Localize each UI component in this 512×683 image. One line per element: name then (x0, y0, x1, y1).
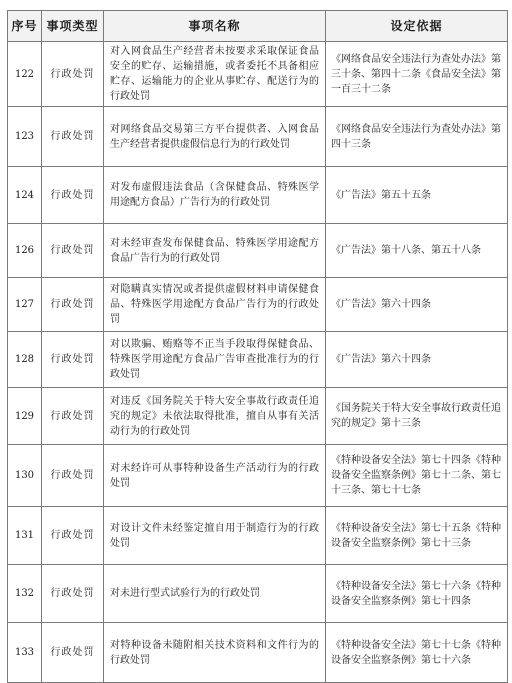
row-number: 128 (8, 332, 42, 388)
row-name: 对以欺骗、贿赂等不正当手段取得保健食品、特殊医学用途配方食品广告审查批准行为的行政处罚 (104, 332, 326, 388)
row-name: 对未经许可从事特种设备生产活动行为的行政处罚 (104, 445, 326, 507)
table-row (8, 445, 508, 507)
administrative-penalty-table (7, 10, 508, 683)
header-item-name: 事项名称 (104, 11, 326, 42)
row-number: 133 (8, 623, 42, 683)
row-name: 对特种设备未随附相关技术资料和文件行为的行政处罚 (104, 623, 326, 683)
header-legal-basis: 设定依据 (326, 11, 508, 42)
table-row (8, 167, 508, 224)
row-number: 129 (8, 388, 42, 445)
row-number: 131 (8, 507, 42, 565)
table-header-row (8, 11, 508, 42)
regulation-table-page (7, 10, 507, 683)
table-row (8, 623, 508, 683)
row-type: 行政处罚 (42, 565, 104, 623)
table-row (8, 388, 508, 445)
table-row (8, 507, 508, 565)
row-type: 行政处罚 (42, 224, 104, 278)
row-number: 130 (8, 445, 42, 507)
row-basis: 《广告法》第六十四条 (326, 332, 508, 388)
table-row (8, 42, 508, 107)
row-number: 127 (8, 278, 42, 332)
row-type: 行政处罚 (42, 332, 104, 388)
row-basis: 《特种设备安全法》第七十六条《特种设备安全监察条例》第七十四条 (326, 565, 508, 623)
row-type: 行政处罚 (42, 445, 104, 507)
row-basis: 《网络食品安全违法行为查处办法》第三十条、第四十二条《食品安全法》第一百三十二条 (326, 42, 508, 107)
row-number: 132 (8, 565, 42, 623)
row-name: 对网络食品交易第三方平台提供者、入网食品生产经营者提供虚假信息行为的行政处罚 (104, 107, 326, 167)
row-basis: 《广告法》第六十四条 (326, 278, 508, 332)
row-name: 对设计文件未经鉴定擅自用于制造行为的行政处罚 (104, 507, 326, 565)
row-basis: 《国务院关于特大安全事故行政责任追究的规定》第十三条 (326, 388, 508, 445)
table-row (8, 278, 508, 332)
row-name: 对隐瞒真实情况或者提供虚假材料申请保健食品、特殊医学用途配方食品广告行为的行政处罚 (104, 278, 326, 332)
table-row (8, 332, 508, 388)
table-row (8, 107, 508, 167)
row-basis: 《特种设备安全法》第七十五条《特种设备安全监察条例》第七十三条 (326, 507, 508, 565)
row-number: 124 (8, 167, 42, 224)
row-number: 126 (8, 224, 42, 278)
row-name: 对入网食品生产经营者未按要求采取保证食品安全的贮存、运输措施，或者委托不具备相应贮存、运输能力的企业从事贮存、配送行为的行政处罚 (104, 42, 326, 107)
row-name: 对违反《国务院关于特大安全事故行政责任追究的规定》未依法取得批准，擅自从事有关活动行为的行政处罚 (104, 388, 326, 445)
row-basis: 《广告法》第十八条、第五十八条 (326, 224, 508, 278)
row-basis: 《网络食品安全违法行为查处办法》第四十三条 (326, 107, 508, 167)
row-type: 行政处罚 (42, 42, 104, 107)
header-serial-number: 序号 (8, 11, 42, 42)
row-number: 122 (8, 42, 42, 107)
row-name: 对未进行型式试验行为的行政处罚 (104, 565, 326, 623)
row-basis: 《特种设备安全法》第七十七条《特种设备安全监察条例》第七十六条 (326, 623, 508, 683)
row-type: 行政处罚 (42, 107, 104, 167)
row-name: 对未经审查发布保健食品、特殊医学用途配方食品广告行为的行政处罚 (104, 224, 326, 278)
row-type: 行政处罚 (42, 278, 104, 332)
row-basis: 《特种设备安全法》第七十四条《特种设备安全监察条例》第七十二条、第七十三条、第七十七条 (326, 445, 508, 507)
table-row (8, 565, 508, 623)
header-item-type: 事项类型 (42, 11, 104, 42)
row-type: 行政处罚 (42, 388, 104, 445)
table-row (8, 224, 508, 278)
row-type: 行政处罚 (42, 167, 104, 224)
row-name: 对发布虚假违法食品（含保健食品、特殊医学用途配方食品）广告行为的行政处罚 (104, 167, 326, 224)
row-type: 行政处罚 (42, 507, 104, 565)
row-type: 行政处罚 (42, 623, 104, 683)
row-number: 123 (8, 107, 42, 167)
row-basis: 《广告法》第五十五条 (326, 167, 508, 224)
